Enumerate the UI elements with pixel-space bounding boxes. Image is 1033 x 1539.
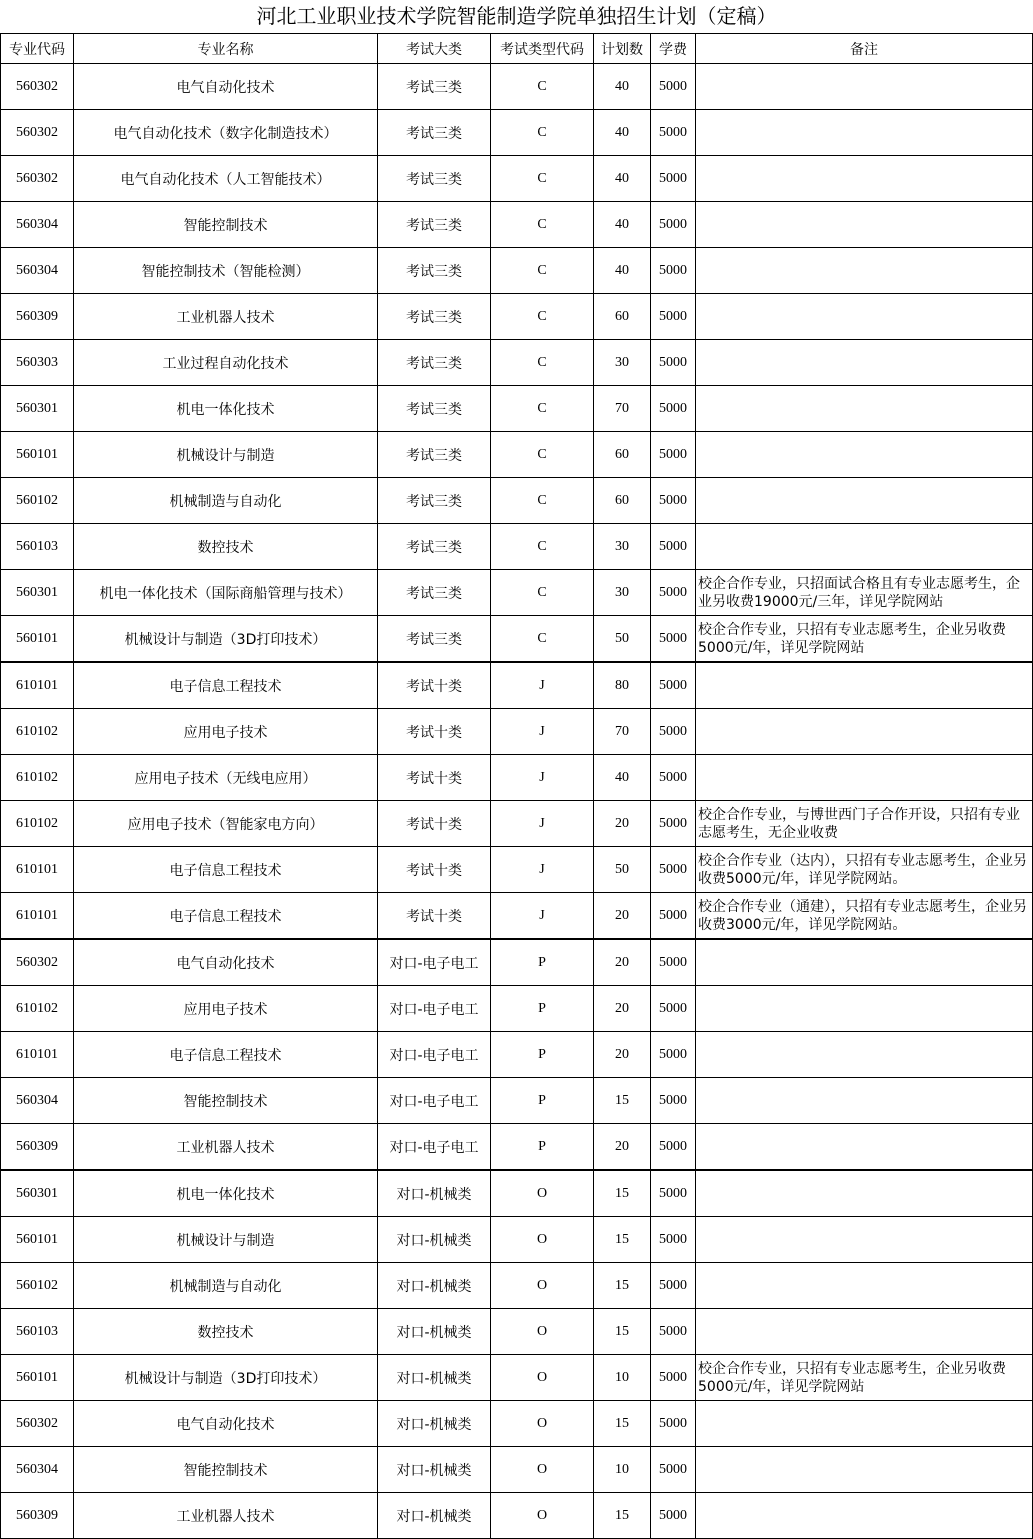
cell-plan: 20 bbox=[594, 1032, 651, 1078]
cell-fee: 5000 bbox=[651, 1078, 696, 1124]
cell-code: 560302 bbox=[1, 64, 74, 110]
cell-type-code: C bbox=[491, 432, 594, 478]
table-row bbox=[1, 709, 1033, 755]
table-row bbox=[1, 156, 1033, 202]
cell-type-code: O bbox=[491, 1493, 594, 1539]
cell-name: 应用电子技术（无线电应用） bbox=[74, 755, 378, 801]
cell-note bbox=[696, 755, 1033, 801]
cell-type-code: P bbox=[491, 986, 594, 1032]
cell-category: 考试三类 bbox=[378, 64, 491, 110]
cell-name: 机械制造与自动化 bbox=[74, 478, 378, 524]
table-row bbox=[1, 1493, 1033, 1539]
cell-plan: 70 bbox=[594, 709, 651, 755]
cell-code: 610102 bbox=[1, 755, 74, 801]
table-row bbox=[1, 524, 1033, 570]
cell-code: 560101 bbox=[1, 1217, 74, 1263]
cell-fee: 5000 bbox=[651, 939, 696, 986]
cell-note bbox=[696, 709, 1033, 755]
cell-note bbox=[696, 1401, 1033, 1447]
table-row bbox=[1, 432, 1033, 478]
cell-name: 机电一体化技术（国际商船管理与技术） bbox=[74, 570, 378, 616]
table-row bbox=[1, 1355, 1033, 1401]
cell-category: 对口-机械类 bbox=[378, 1493, 491, 1539]
cell-type-code: C bbox=[491, 110, 594, 156]
cell-name: 电气自动化技术（数字化制造技术） bbox=[74, 110, 378, 156]
table-row bbox=[1, 893, 1033, 940]
cell-category: 对口-机械类 bbox=[378, 1309, 491, 1355]
cell-category: 对口-电子电工 bbox=[378, 1032, 491, 1078]
table-row bbox=[1, 570, 1033, 616]
cell-code: 560301 bbox=[1, 570, 74, 616]
cell-code: 560102 bbox=[1, 478, 74, 524]
cell-category: 考试十类 bbox=[378, 709, 491, 755]
cell-fee: 5000 bbox=[651, 1447, 696, 1493]
cell-fee: 5000 bbox=[651, 202, 696, 248]
cell-plan: 20 bbox=[594, 801, 651, 847]
cell-name: 数控技术 bbox=[74, 1309, 378, 1355]
cell-note: 校企合作专业，只招有专业志愿考生，企业另收费5000元/年，详见学院网站 bbox=[696, 616, 1033, 663]
cell-plan: 20 bbox=[594, 893, 651, 940]
enrollment-plan-table bbox=[0, 33, 1033, 1539]
cell-type-code: P bbox=[491, 1124, 594, 1171]
cell-name: 电气自动化技术 bbox=[74, 939, 378, 986]
cell-type-code: O bbox=[491, 1447, 594, 1493]
cell-type-code: C bbox=[491, 156, 594, 202]
cell-type-code: C bbox=[491, 294, 594, 340]
table-row bbox=[1, 662, 1033, 709]
cell-category: 考试十类 bbox=[378, 893, 491, 940]
cell-category: 对口-电子电工 bbox=[378, 939, 491, 986]
cell-plan: 20 bbox=[594, 1124, 651, 1171]
cell-note bbox=[696, 1032, 1033, 1078]
cell-category: 考试三类 bbox=[378, 386, 491, 432]
cell-plan: 15 bbox=[594, 1401, 651, 1447]
cell-code: 560101 bbox=[1, 616, 74, 663]
cell-note bbox=[696, 432, 1033, 478]
cell-category: 考试三类 bbox=[378, 248, 491, 294]
cell-category: 考试三类 bbox=[378, 524, 491, 570]
cell-plan: 40 bbox=[594, 248, 651, 294]
cell-code: 560302 bbox=[1, 110, 74, 156]
table-row bbox=[1, 616, 1033, 663]
cell-category: 考试十类 bbox=[378, 755, 491, 801]
cell-plan: 70 bbox=[594, 386, 651, 432]
cell-type-code: J bbox=[491, 662, 594, 709]
cell-type-code: P bbox=[491, 939, 594, 986]
cell-type-code: C bbox=[491, 64, 594, 110]
cell-code: 560309 bbox=[1, 294, 74, 340]
cell-code: 560103 bbox=[1, 524, 74, 570]
cell-name: 电子信息工程技术 bbox=[74, 893, 378, 940]
cell-type-code: O bbox=[491, 1217, 594, 1263]
table-row bbox=[1, 248, 1033, 294]
cell-fee: 5000 bbox=[651, 847, 696, 893]
cell-name: 机电一体化技术 bbox=[74, 1170, 378, 1217]
cell-category: 考试三类 bbox=[378, 570, 491, 616]
cell-plan: 60 bbox=[594, 294, 651, 340]
cell-plan: 40 bbox=[594, 64, 651, 110]
cell-category: 考试三类 bbox=[378, 110, 491, 156]
cell-code: 560302 bbox=[1, 939, 74, 986]
table-row bbox=[1, 294, 1033, 340]
cell-note: 校企合作专业，与博世西门子合作开设，只招有专业志愿考生，无企业收费 bbox=[696, 801, 1033, 847]
cell-fee: 5000 bbox=[651, 156, 696, 202]
cell-name: 工业机器人技术 bbox=[74, 1493, 378, 1539]
cell-code: 560301 bbox=[1, 386, 74, 432]
cell-type-code: J bbox=[491, 847, 594, 893]
cell-fee: 5000 bbox=[651, 1309, 696, 1355]
header-type-code: 考试类型代码 bbox=[491, 34, 594, 64]
cell-name: 智能控制技术 bbox=[74, 1447, 378, 1493]
table-row bbox=[1, 801, 1033, 847]
cell-fee: 5000 bbox=[651, 294, 696, 340]
cell-name: 工业机器人技术 bbox=[74, 1124, 378, 1171]
cell-code: 560101 bbox=[1, 1355, 74, 1401]
cell-note bbox=[696, 1217, 1033, 1263]
cell-plan: 40 bbox=[594, 202, 651, 248]
cell-type-code: C bbox=[491, 386, 594, 432]
cell-type-code: J bbox=[491, 755, 594, 801]
cell-fee: 5000 bbox=[651, 478, 696, 524]
cell-note bbox=[696, 524, 1033, 570]
cell-type-code: C bbox=[491, 202, 594, 248]
header-fee: 学费 bbox=[651, 34, 696, 64]
page-title: 河北工业职业技术学院智能制造学院单独招生计划（定稿） bbox=[256, 4, 777, 28]
table-row bbox=[1, 1124, 1033, 1171]
cell-note bbox=[696, 1447, 1033, 1493]
cell-code: 610101 bbox=[1, 847, 74, 893]
cell-name: 机械制造与自动化 bbox=[74, 1263, 378, 1309]
cell-code: 560304 bbox=[1, 202, 74, 248]
cell-plan: 80 bbox=[594, 662, 651, 709]
cell-name: 智能控制技术（智能检测） bbox=[74, 248, 378, 294]
cell-fee: 5000 bbox=[651, 432, 696, 478]
cell-type-code: C bbox=[491, 478, 594, 524]
cell-plan: 10 bbox=[594, 1355, 651, 1401]
cell-type-code: O bbox=[491, 1355, 594, 1401]
cell-code: 610102 bbox=[1, 801, 74, 847]
cell-plan: 15 bbox=[594, 1493, 651, 1539]
cell-name: 电气自动化技术 bbox=[74, 1401, 378, 1447]
cell-name: 应用电子技术（智能家电方向） bbox=[74, 801, 378, 847]
cell-plan: 50 bbox=[594, 616, 651, 663]
table-row bbox=[1, 1401, 1033, 1447]
cell-name: 智能控制技术 bbox=[74, 202, 378, 248]
cell-name: 电子信息工程技术 bbox=[74, 1032, 378, 1078]
cell-code: 560303 bbox=[1, 340, 74, 386]
cell-fee: 5000 bbox=[651, 755, 696, 801]
cell-category: 考试三类 bbox=[378, 202, 491, 248]
table-row bbox=[1, 986, 1033, 1032]
cell-category: 对口-机械类 bbox=[378, 1401, 491, 1447]
cell-type-code: C bbox=[491, 340, 594, 386]
cell-type-code: P bbox=[491, 1078, 594, 1124]
cell-code: 560302 bbox=[1, 1401, 74, 1447]
cell-category: 考试三类 bbox=[378, 294, 491, 340]
cell-code: 560304 bbox=[1, 1447, 74, 1493]
table-row bbox=[1, 64, 1033, 110]
cell-fee: 5000 bbox=[651, 709, 696, 755]
cell-note bbox=[696, 1493, 1033, 1539]
cell-category: 考试三类 bbox=[378, 432, 491, 478]
cell-fee: 5000 bbox=[651, 662, 696, 709]
cell-fee: 5000 bbox=[651, 893, 696, 940]
cell-name: 数控技术 bbox=[74, 524, 378, 570]
cell-fee: 5000 bbox=[651, 386, 696, 432]
cell-name: 工业机器人技术 bbox=[74, 294, 378, 340]
header-row bbox=[1, 34, 1033, 64]
cell-code: 610101 bbox=[1, 893, 74, 940]
cell-type-code: O bbox=[491, 1309, 594, 1355]
cell-category: 对口-电子电工 bbox=[378, 1124, 491, 1171]
cell-plan: 60 bbox=[594, 478, 651, 524]
cell-type-code: C bbox=[491, 524, 594, 570]
cell-type-code: O bbox=[491, 1263, 594, 1309]
cell-note bbox=[696, 939, 1033, 986]
cell-name: 应用电子技术 bbox=[74, 986, 378, 1032]
cell-code: 560101 bbox=[1, 432, 74, 478]
cell-code: 560304 bbox=[1, 1078, 74, 1124]
cell-note bbox=[696, 156, 1033, 202]
cell-code: 610102 bbox=[1, 709, 74, 755]
cell-fee: 5000 bbox=[651, 64, 696, 110]
cell-category: 考试十类 bbox=[378, 662, 491, 709]
cell-note bbox=[696, 662, 1033, 709]
cell-category: 对口-电子电工 bbox=[378, 986, 491, 1032]
cell-name: 电气自动化技术（人工智能技术） bbox=[74, 156, 378, 202]
cell-fee: 5000 bbox=[651, 340, 696, 386]
cell-note bbox=[696, 110, 1033, 156]
cell-note: 校企合作专业（达内），只招有专业志愿考生，企业另收费5000元/年，详见学院网站。 bbox=[696, 847, 1033, 893]
cell-category: 考试三类 bbox=[378, 478, 491, 524]
table-row bbox=[1, 110, 1033, 156]
cell-plan: 15 bbox=[594, 1170, 651, 1217]
cell-code: 560102 bbox=[1, 1263, 74, 1309]
cell-note bbox=[696, 340, 1033, 386]
cell-fee: 5000 bbox=[651, 1263, 696, 1309]
header-category: 考试大类 bbox=[378, 34, 491, 64]
cell-code: 560309 bbox=[1, 1124, 74, 1171]
cell-plan: 15 bbox=[594, 1217, 651, 1263]
cell-type-code: P bbox=[491, 1032, 594, 1078]
cell-note bbox=[696, 1263, 1033, 1309]
cell-fee: 5000 bbox=[651, 1170, 696, 1217]
table-row bbox=[1, 1263, 1033, 1309]
cell-fee: 5000 bbox=[651, 1493, 696, 1539]
cell-plan: 30 bbox=[594, 524, 651, 570]
cell-fee: 5000 bbox=[651, 248, 696, 294]
cell-plan: 40 bbox=[594, 156, 651, 202]
cell-plan: 30 bbox=[594, 340, 651, 386]
cell-category: 对口-机械类 bbox=[378, 1170, 491, 1217]
cell-fee: 5000 bbox=[651, 616, 696, 663]
table-row bbox=[1, 386, 1033, 432]
cell-category: 考试三类 bbox=[378, 616, 491, 663]
cell-name: 工业过程自动化技术 bbox=[74, 340, 378, 386]
cell-note bbox=[696, 202, 1033, 248]
cell-name: 电气自动化技术 bbox=[74, 64, 378, 110]
cell-fee: 5000 bbox=[651, 1032, 696, 1078]
table-row bbox=[1, 478, 1033, 524]
cell-category: 对口-机械类 bbox=[378, 1263, 491, 1309]
cell-note bbox=[696, 64, 1033, 110]
table-row bbox=[1, 755, 1033, 801]
table-row bbox=[1, 847, 1033, 893]
cell-note bbox=[696, 386, 1033, 432]
table-row bbox=[1, 340, 1033, 386]
cell-name: 应用电子技术 bbox=[74, 709, 378, 755]
cell-name: 机械设计与制造 bbox=[74, 432, 378, 478]
table-row bbox=[1, 1447, 1033, 1493]
table-row bbox=[1, 1170, 1033, 1217]
cell-code: 560304 bbox=[1, 248, 74, 294]
cell-name: 机电一体化技术 bbox=[74, 386, 378, 432]
cell-plan: 20 bbox=[594, 986, 651, 1032]
cell-name: 智能控制技术 bbox=[74, 1078, 378, 1124]
cell-fee: 5000 bbox=[651, 801, 696, 847]
cell-note bbox=[696, 1078, 1033, 1124]
cell-note bbox=[696, 1170, 1033, 1217]
cell-fee: 5000 bbox=[651, 1124, 696, 1171]
cell-plan: 40 bbox=[594, 755, 651, 801]
header-code: 专业代码 bbox=[1, 34, 74, 64]
cell-type-code: O bbox=[491, 1170, 594, 1217]
cell-category: 考试十类 bbox=[378, 847, 491, 893]
cell-type-code: O bbox=[491, 1401, 594, 1447]
cell-type-code: J bbox=[491, 801, 594, 847]
cell-note bbox=[696, 986, 1033, 1032]
table-row bbox=[1, 939, 1033, 986]
cell-note bbox=[696, 294, 1033, 340]
cell-category: 对口-机械类 bbox=[378, 1217, 491, 1263]
cell-note bbox=[696, 248, 1033, 294]
cell-category: 对口-机械类 bbox=[378, 1447, 491, 1493]
cell-name: 机械设计与制造（3D打印技术） bbox=[74, 1355, 378, 1401]
cell-fee: 5000 bbox=[651, 986, 696, 1032]
cell-plan: 30 bbox=[594, 570, 651, 616]
cell-name: 机械设计与制造 bbox=[74, 1217, 378, 1263]
cell-note: 校企合作专业，只招有专业志愿考生，企业另收费5000元/年，详见学院网站 bbox=[696, 1355, 1033, 1401]
cell-code: 610102 bbox=[1, 986, 74, 1032]
header-note: 备注 bbox=[696, 34, 1033, 64]
cell-name: 机械设计与制造（3D打印技术） bbox=[74, 616, 378, 663]
header-name: 专业名称 bbox=[74, 34, 378, 64]
cell-plan: 20 bbox=[594, 939, 651, 986]
cell-type-code: C bbox=[491, 616, 594, 663]
cell-category: 对口-电子电工 bbox=[378, 1078, 491, 1124]
cell-fee: 5000 bbox=[651, 1401, 696, 1447]
cell-note: 校企合作专业（通建），只招有专业志愿考生，企业另收费3000元/年，详见学院网站。 bbox=[696, 893, 1033, 940]
cell-plan: 10 bbox=[594, 1447, 651, 1493]
table-row bbox=[1, 1078, 1033, 1124]
cell-note bbox=[696, 478, 1033, 524]
cell-code: 610101 bbox=[1, 1032, 74, 1078]
cell-type-code: C bbox=[491, 570, 594, 616]
cell-fee: 5000 bbox=[651, 1217, 696, 1263]
table-row bbox=[1, 202, 1033, 248]
cell-note bbox=[696, 1309, 1033, 1355]
cell-name: 电子信息工程技术 bbox=[74, 662, 378, 709]
cell-category: 考试十类 bbox=[378, 801, 491, 847]
cell-code: 560103 bbox=[1, 1309, 74, 1355]
cell-fee: 5000 bbox=[651, 110, 696, 156]
cell-type-code: J bbox=[491, 893, 594, 940]
cell-category: 对口-机械类 bbox=[378, 1355, 491, 1401]
cell-code: 560302 bbox=[1, 156, 74, 202]
cell-plan: 50 bbox=[594, 847, 651, 893]
cell-type-code: J bbox=[491, 709, 594, 755]
table-row bbox=[1, 1032, 1033, 1078]
cell-category: 考试三类 bbox=[378, 156, 491, 202]
cell-type-code: C bbox=[491, 248, 594, 294]
cell-fee: 5000 bbox=[651, 524, 696, 570]
cell-code: 560309 bbox=[1, 1493, 74, 1539]
cell-plan: 40 bbox=[594, 110, 651, 156]
cell-plan: 15 bbox=[594, 1263, 651, 1309]
table-row bbox=[1, 1217, 1033, 1263]
cell-plan: 15 bbox=[594, 1078, 651, 1124]
cell-fee: 5000 bbox=[651, 570, 696, 616]
cell-name: 电子信息工程技术 bbox=[74, 847, 378, 893]
table-row bbox=[1, 1309, 1033, 1355]
cell-fee: 5000 bbox=[651, 1355, 696, 1401]
cell-note: 校企合作专业，只招面试合格且有专业志愿考生，企业另收费19000元/三年，详见学院网站 bbox=[696, 570, 1033, 616]
header-plan: 计划数 bbox=[594, 34, 651, 64]
cell-code: 610101 bbox=[1, 662, 74, 709]
cell-plan: 60 bbox=[594, 432, 651, 478]
cell-note bbox=[696, 1124, 1033, 1171]
cell-category: 考试三类 bbox=[378, 340, 491, 386]
cell-plan: 15 bbox=[594, 1309, 651, 1355]
cell-code: 560301 bbox=[1, 1170, 74, 1217]
